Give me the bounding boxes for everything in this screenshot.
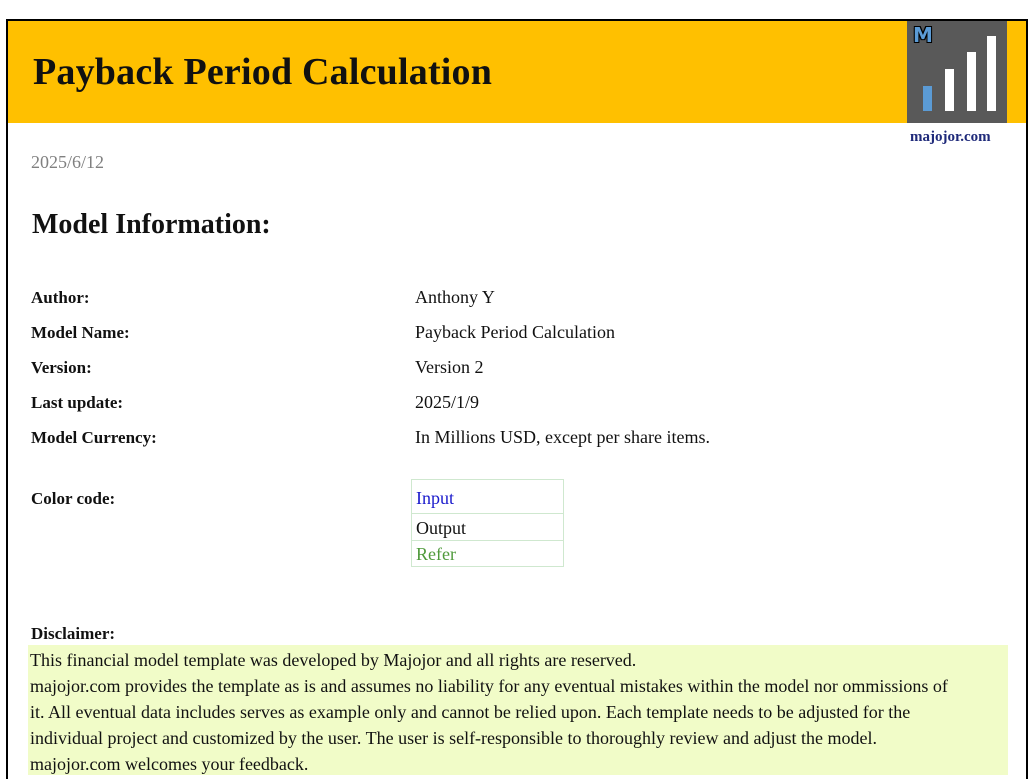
model-currency-value: In Millions USD, except per share items. — [415, 427, 710, 447]
version-value: Version 2 — [415, 357, 484, 377]
site-link[interactable]: majojor.com — [910, 129, 991, 145]
model-name-label: Model Name: — [31, 323, 130, 342]
author-value: Anthony Y — [415, 287, 495, 307]
disclaimer-line: individual project and customized by the user. The user is self-responsible to thoroughly review and adjust the model. — [30, 728, 877, 748]
section-heading: Model Information: — [32, 209, 271, 240]
last-update-label: Last update: — [31, 393, 124, 412]
disclaimer-label: Disclaimer: — [31, 624, 116, 643]
color-code-input: Input — [416, 488, 454, 508]
logo-bar-2 — [945, 69, 954, 111]
model-name-value: Payback Period Calculation — [415, 322, 615, 342]
disclaimer-line: it. All eventual data includes serves as example only and cannot be relied upon. Each template needs to be adjusted for the — [30, 702, 911, 722]
color-code-output-cell[interactable] — [411, 513, 564, 541]
model-currency-label: Model Currency: — [31, 428, 157, 447]
disclaimer-box[interactable] — [28, 645, 1008, 775]
color-code-refer: Refer — [416, 544, 456, 564]
last-update-value: 2025/1/9 — [415, 392, 480, 412]
color-code-refer-cell[interactable] — [411, 540, 564, 567]
disclaimer-line: majojor.com provides the template as is and assumes no liability for any eventual mistakes within the model nor ommissions of — [30, 676, 948, 696]
logo-bar-3 — [967, 52, 976, 111]
color-code-label: Color code: — [31, 489, 116, 508]
color-code-input-cell[interactable] — [411, 479, 564, 514]
page-title: Payback Period Calculation — [33, 51, 493, 93]
author-label: Author: — [31, 288, 90, 307]
disclaimer-line: majojor.com welcomes your feedback. — [30, 754, 309, 774]
logo-bar-1 — [923, 86, 932, 111]
disclaimer-line: This financial model template was developed by Majojor and all rights are reserved. — [30, 650, 637, 670]
majojor-logo[interactable] — [907, 21, 1007, 123]
logo-bar-4 — [987, 36, 996, 111]
logo-letter: M — [913, 23, 933, 47]
report-date: 2025/6/12 — [31, 152, 105, 172]
version-label: Version: — [31, 358, 92, 377]
color-code-output: Output — [416, 518, 467, 538]
